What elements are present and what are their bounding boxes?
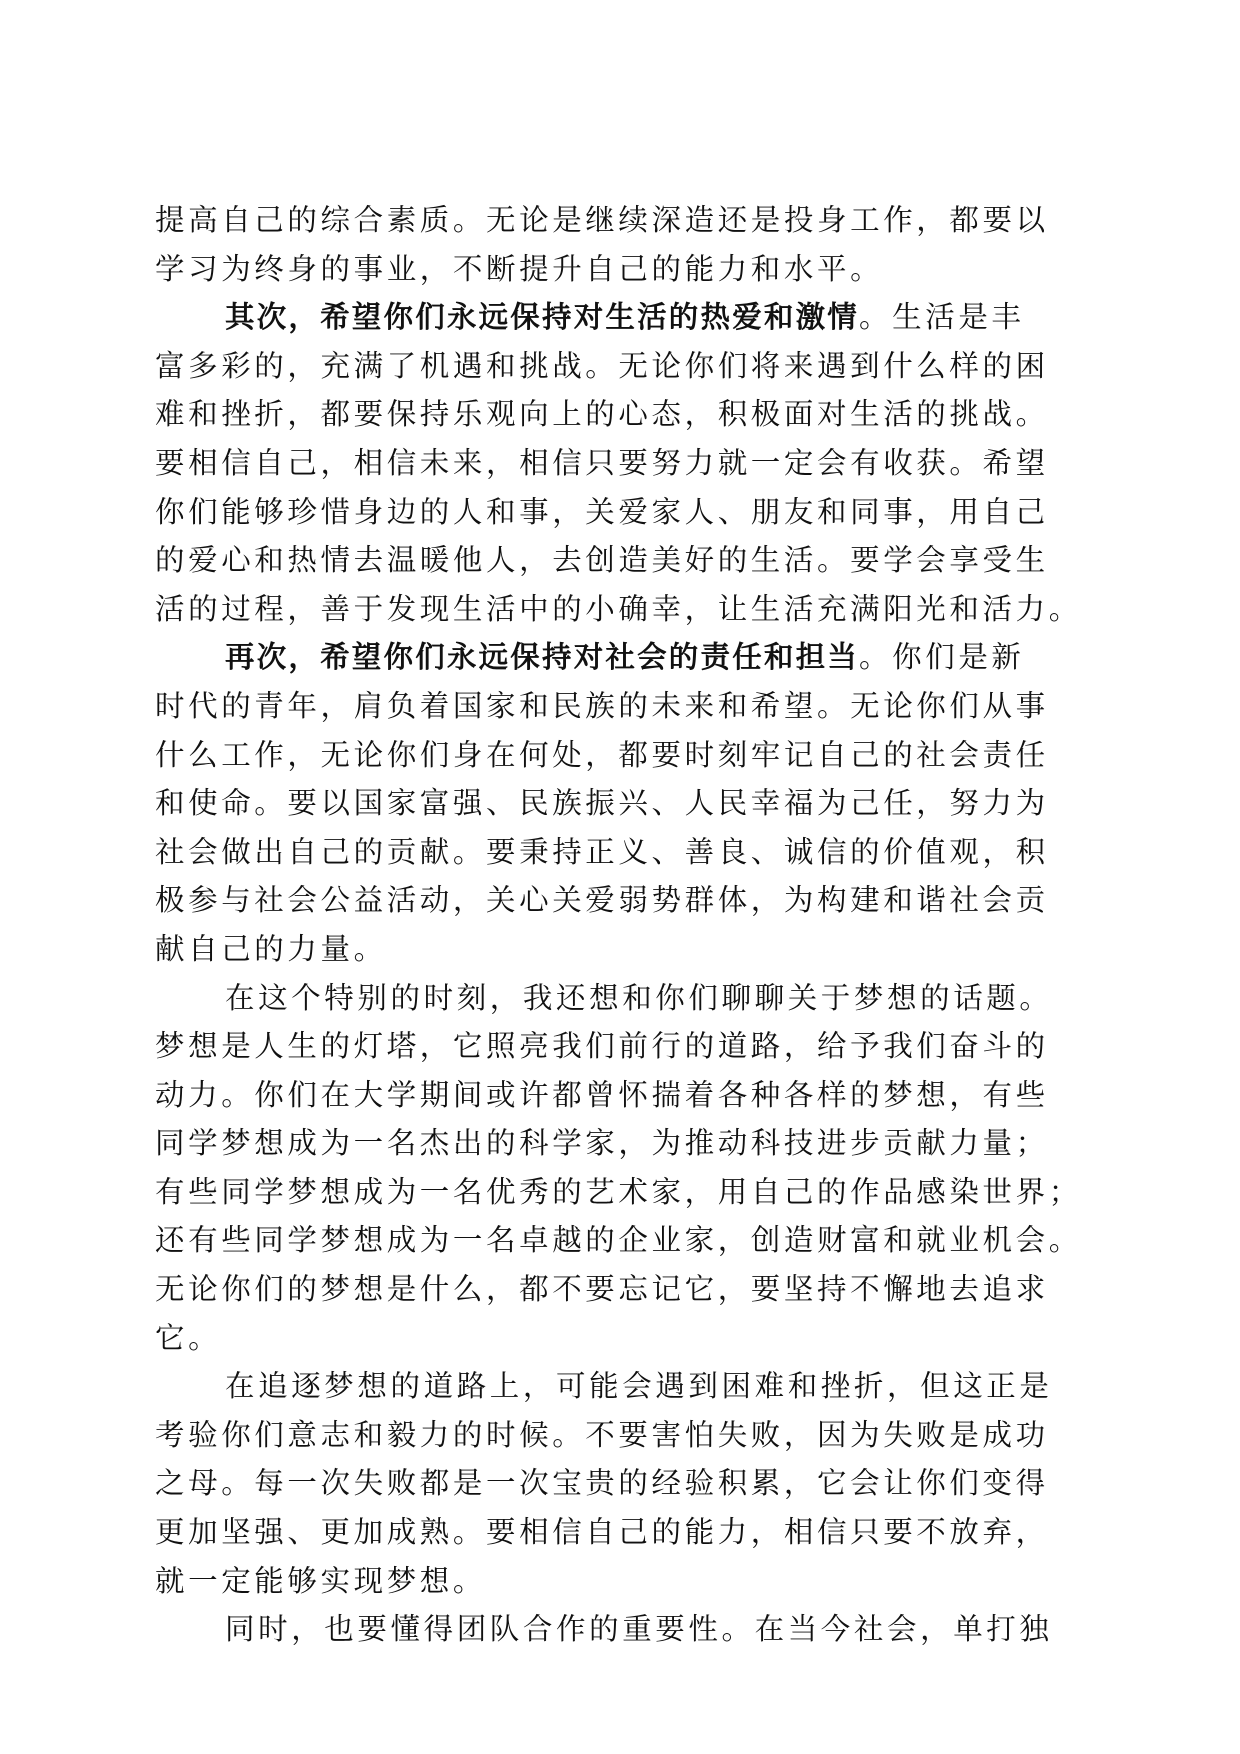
text-line: 什么工作，无论你们身在何处，都要时刻牢记自己的社会责任: [155, 737, 1049, 772]
text-line: 还有些同学梦想成为一名卓越的企业家，创造财富和就业机会。: [155, 1223, 1082, 1258]
speech-body: [155, 196, 1085, 1654]
text-line: 就一定能够实现梦想。: [155, 1563, 487, 1598]
text-line: 考验你们意志和毅力的时候。不要害怕失败，因为失败是成功: [155, 1417, 1049, 1452]
text-line: 献自己的力量。: [155, 931, 387, 966]
text-line: 它。: [155, 1320, 222, 1355]
paragraph-second-point: [155, 293, 1085, 342]
text-line: 提高自己的综合素质。无论是继续深造还是投身工作，都要以: [155, 203, 1049, 237]
paragraph-dreams-intro: 在这个特别的时刻，我还想和你们聊聊关于梦想的话题。: [225, 980, 1053, 1015]
text-line: 社会做出自己的贡献。要秉持正义、善良、诚信的价值观，积: [155, 834, 1049, 869]
text-line: 有些同学梦想成为一名优秀的艺术家，用自己的作品感染世界；: [155, 1174, 1082, 1209]
emphasis-heading: 再次，希望你们永远保持对社会的责任和担当: [225, 640, 860, 675]
text-line: 要相信自己，相信未来，相信只要努力就一定会有收获。希望: [155, 445, 1049, 480]
text-line: 你们能够珍惜身边的人和事，关爱家人、朋友和同事，用自己: [155, 494, 1049, 529]
text-line: 动力。你们在大学期间或许都曾怀揣着各种各样的梦想，有些: [155, 1077, 1049, 1112]
text-line: 活的过程，善于发现生活中的小确幸，让生活充满阳光和活力。: [155, 591, 1082, 626]
paragraph-third-point: [155, 633, 1085, 682]
text-line: 学习为终身的事业，不断提升自己的能力和水平。: [155, 251, 884, 286]
text-run: 。你们是新: [859, 640, 1025, 675]
text-line: 更加坚强、更加成熟。要相信自己的能力，相信只要不放弃，: [155, 1515, 1049, 1550]
text-line: 之母。每一次失败都是一次宝贵的经验积累，它会让你们变得: [155, 1466, 1049, 1501]
paragraph-teamwork: 同时，也要懂得团队合作的重要性。在当今社会，单打独: [225, 1612, 1053, 1647]
text-line: 和使命。要以国家富强、民族振兴、人民幸福为己任，努力为: [155, 786, 1049, 821]
text-line: 无论你们的梦想是什么，都不要忘记它，要坚持不懈地去追求: [155, 1272, 1049, 1307]
text-line: 时代的青年，肩负着国家和民族的未来和希望。无论你们从事: [155, 688, 1049, 723]
text-line: 同学梦想成为一名杰出的科学家，为推动科技进步贡献力量；: [155, 1126, 1049, 1161]
text-line: 富多彩的，充满了机遇和挑战。无论你们将来遇到什么样的困: [155, 348, 1049, 383]
emphasis-heading: 其次，希望你们永远保持对生活的热爱和激情: [225, 300, 860, 335]
paragraph-pursuing-dreams: 在追逐梦想的道路上，可能会遇到困难和挫折，但这正是: [225, 1369, 1053, 1404]
text-line: 极参与社会公益活动，关心关爱弱势群体，为构建和谐社会贡: [155, 883, 1049, 918]
text-line: 的爱心和热情去温暖他人，去创造美好的生活。要学会享受生: [155, 543, 1049, 578]
text-line: 难和挫折，都要保持乐观向上的心态，积极面对生活的挑战。: [155, 397, 1049, 432]
text-line: 梦想是人生的灯塔，它照亮我们前行的道路，给予我们奋斗的: [155, 1029, 1049, 1064]
text-run: 。生活是丰: [859, 300, 1025, 335]
